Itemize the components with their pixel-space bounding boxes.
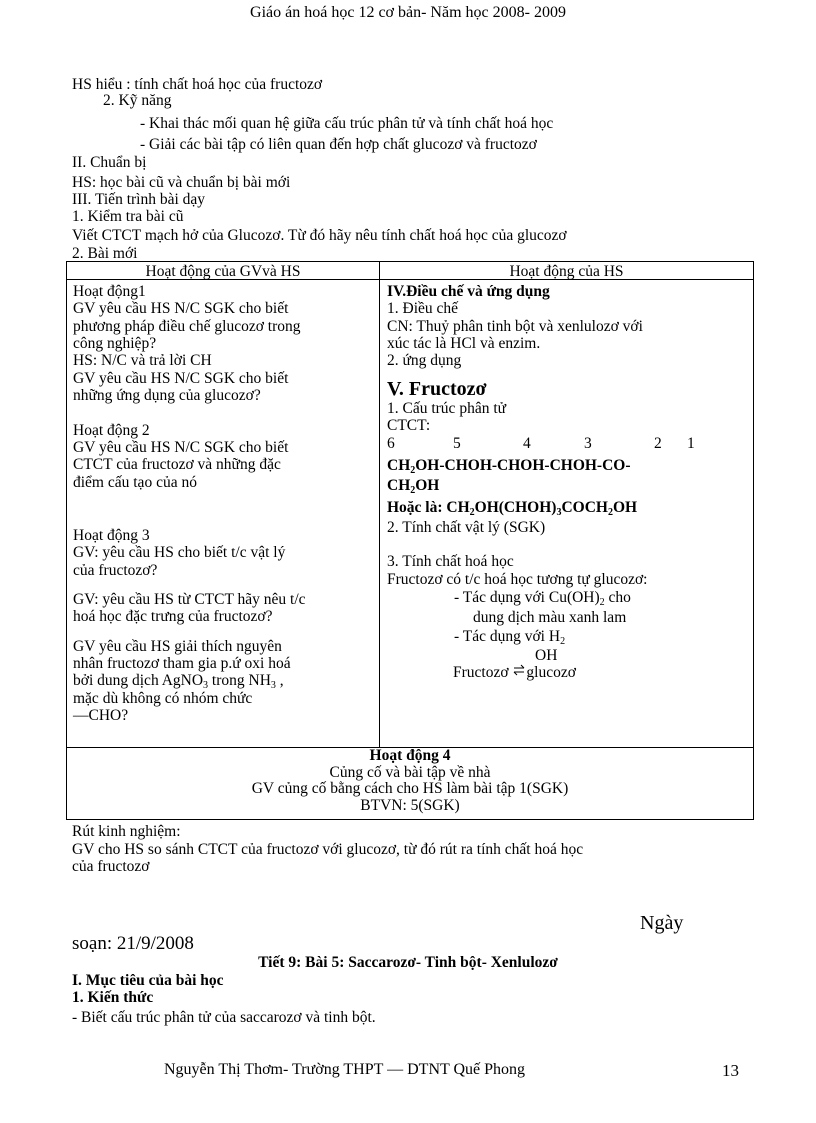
intro-line: Viết CTCT mạch hở của Glucozơ. Từ đó hãy nêu tính chất hoá học của glucozơ bbox=[72, 227, 567, 244]
right-column bbox=[387, 283, 695, 684]
page-header: Giáo án hoá học 12 cơ bản- Năm học 2008- 2009 bbox=[250, 4, 566, 21]
page-number: 13 bbox=[722, 1061, 739, 1080]
table-row: CTCT của fructozơ và những đặc bbox=[73, 456, 281, 474]
table-row: - Tác dụng với $Cu(OH)_2$ cho bbox=[454, 588, 631, 608]
table-row: GV: yêu cầu HS từ CTCT hãy nêu t/c bbox=[73, 591, 306, 609]
intro-line: HS: học bài cũ và chuẩn bị bài mới bbox=[72, 174, 291, 191]
section-heading: IV.Điều chế và ứng dụng bbox=[387, 283, 550, 300]
intro-line: - Giải các bài tập có liên quan đến hợp chất glucozơ và fructozơ bbox=[140, 136, 537, 153]
table-row: CN: Thuỷ phân tinh bột và xenlulozơ với bbox=[387, 317, 643, 335]
table-row: hoá học đặc trưng của fructozơ? bbox=[73, 608, 273, 626]
intro-line: III. Tiến trình bài dạy bbox=[72, 191, 206, 208]
table-row: GV củng cố bằng cách cho HS làm bài tập 1(SGK) bbox=[251, 780, 569, 798]
section-heading: 1. Kiến thức bbox=[72, 989, 154, 1006]
table-row: những ứng dụng của glucozơ? bbox=[73, 387, 261, 405]
condensed-formula: Hoặc là: $CH_2OH(CHOH)_3COCH_2OH$ bbox=[387, 498, 638, 518]
table-row: —CHO? bbox=[73, 707, 129, 725]
table-row: GV yêu cầu HS giải thích nguyên bbox=[73, 637, 282, 655]
table-row: BTVN: 5(SGK) bbox=[360, 797, 460, 815]
table-header-right: Hoạt động của HS bbox=[509, 263, 624, 280]
notes-text: GV cho HS so sánh CTCT của fructozơ với glucozơ, từ đó rút ra tính chất hoá học bbox=[72, 841, 584, 858]
table-row: 1. Cấu trúc phân tử bbox=[387, 399, 507, 417]
footer-heading: Hoạt động 4 bbox=[369, 747, 451, 764]
intro-line: 2. Kỹ năng bbox=[103, 92, 172, 109]
carbon-numbering: 6 5 4 3 2 1 bbox=[387, 434, 695, 452]
table-row: Củng cố và bài tập về nhà bbox=[329, 763, 491, 781]
table-row: GV yêu cầu HS N/C SGK cho biết bbox=[73, 438, 289, 456]
table-row: 2. Tính chất vật lý (SGK) bbox=[387, 518, 546, 536]
notes-heading: Rút kinh nghiệm: bbox=[72, 823, 181, 840]
equilibrium-arrow-icon bbox=[512, 664, 526, 676]
table-row: GV: yêu cầu HS cho biết t/c vật lý bbox=[73, 544, 286, 562]
table-row: xúc tác là HCl và enzim. bbox=[387, 335, 541, 353]
table-row: HS: N/C và trả lời CH bbox=[73, 352, 212, 370]
intro-line: II. Chuẩn bị bbox=[72, 154, 147, 171]
date-value: soạn: 21/9/2008 bbox=[72, 933, 194, 954]
table-row: bởi dung dịch AgNO$_3$ trong $NH_3$ , bbox=[73, 672, 284, 692]
page-footer: Nguyễn Thị Thơm- Trường THPT — DTNT Quế Phong bbox=[164, 1061, 526, 1078]
lesson-title: Tiết 9: Bài 5: Saccarozơ- Tinh bột- Xenlulozơ bbox=[258, 954, 558, 971]
intro-line: HS hiểu : tính chất hoá học của fructozơ bbox=[72, 76, 323, 93]
table-row: GV yêu cầu HS N/C SGK cho biết bbox=[73, 300, 289, 318]
table-row: - Tác dụng với $H_2$ bbox=[454, 628, 566, 648]
table-row: 2. ứng dụng bbox=[387, 352, 462, 370]
notes-text: của fructozơ bbox=[72, 858, 150, 875]
intro-line: 2. Bài mới bbox=[72, 245, 138, 262]
date-label: Ngày bbox=[640, 912, 684, 934]
body-text: - Biết cấu trúc phân tử của saccarozơ và tinh bột. bbox=[72, 1009, 376, 1026]
table-row: phương pháp điều chế glucozơ trong bbox=[73, 317, 301, 335]
fructose-formula: $CH_2OH$ bbox=[387, 477, 440, 497]
intro-line: 1. Kiểm tra bài cũ bbox=[72, 208, 184, 225]
section-heading: I. Mục tiêu của bài học bbox=[72, 972, 224, 989]
table-row: GV yêu cầu HS N/C SGK cho biết bbox=[73, 369, 289, 387]
table-row: 1. Điều chế bbox=[387, 300, 459, 318]
table-row: Fructozơ có t/c hoá học tương tự glucozơ: bbox=[387, 570, 648, 588]
table-row: OH bbox=[535, 646, 558, 664]
reaction-equation: Fructozơ glucozơ bbox=[453, 664, 576, 682]
fructose-formula: $CH_2OH-CHOH-CHOH-CHOH-CO-$ bbox=[387, 456, 631, 476]
section-heading: V. Fructozơ bbox=[387, 377, 487, 400]
table-divider bbox=[379, 262, 380, 747]
left-column bbox=[73, 283, 306, 725]
table-header-left: Hoạt động của GVvà HS bbox=[145, 263, 301, 280]
table-row: 3. Tính chất hoá học bbox=[387, 553, 514, 571]
table-row: mặc dù không có nhóm chức bbox=[73, 689, 253, 707]
intro-line: - Khai thác mối quan hệ giữa cấu trúc phân tử và tính chất hoá học bbox=[140, 115, 554, 132]
table-row: dung dịch màu xanh lam bbox=[473, 608, 627, 626]
table-row: Hoạt động 2 bbox=[73, 421, 150, 439]
table-row: công nghiệp? bbox=[73, 335, 157, 353]
table-row: nhân fructozơ tham gia p.ứ oxi hoá bbox=[73, 655, 291, 673]
table-row: điểm cấu tạo của nó bbox=[73, 473, 197, 491]
table-footer bbox=[67, 748, 753, 815]
table-row: của fructozơ? bbox=[73, 561, 158, 579]
table-row: CTCT: bbox=[387, 417, 431, 435]
lesson-table bbox=[66, 261, 754, 820]
table-row: Hoạt động 3 bbox=[73, 526, 150, 544]
table-row: Hoạt động1 bbox=[73, 283, 146, 300]
